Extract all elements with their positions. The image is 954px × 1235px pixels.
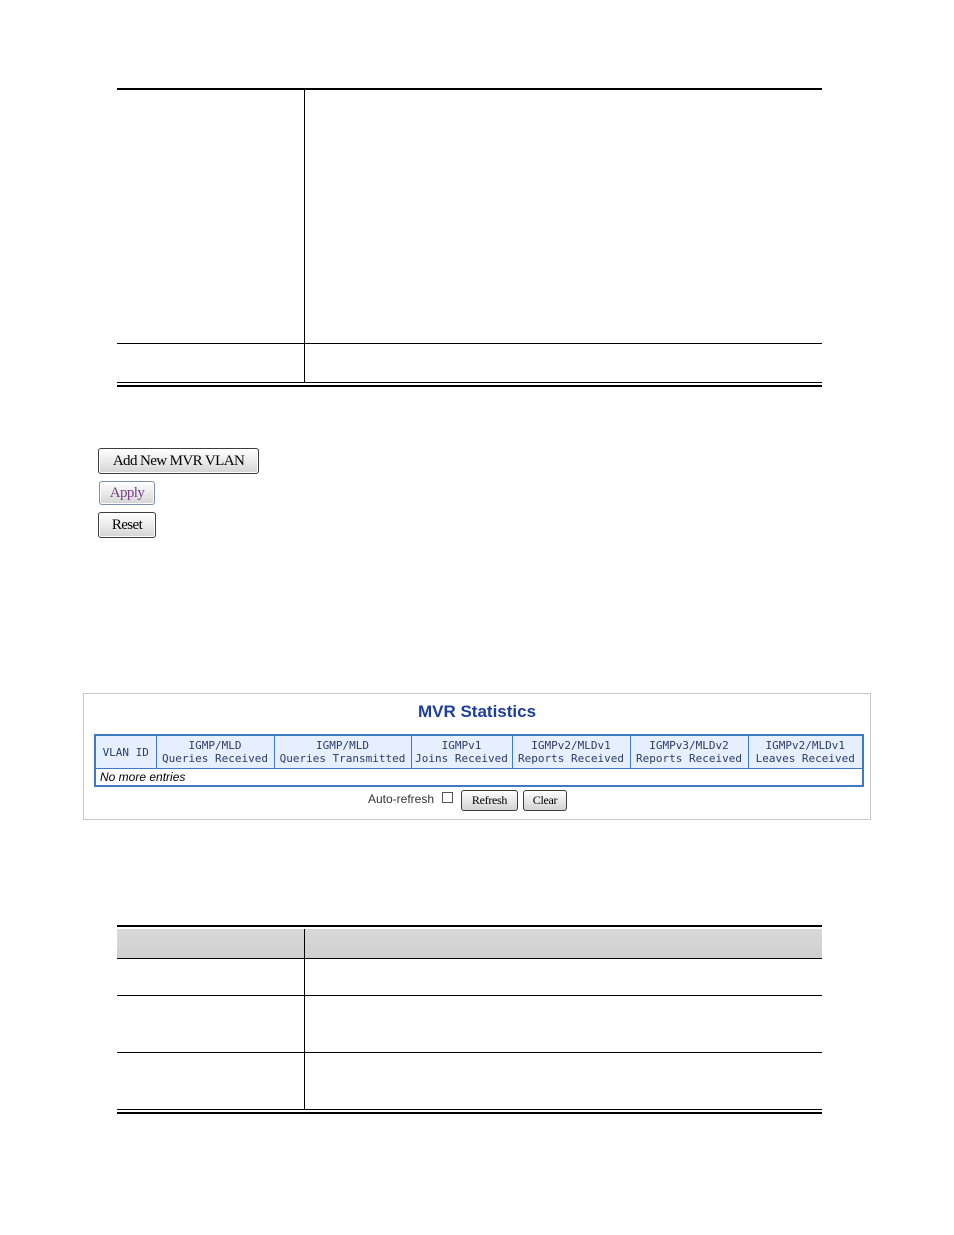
apply-button[interactable]: Apply bbox=[99, 481, 155, 505]
table-bottom-rule bbox=[117, 382, 822, 383]
row-divider bbox=[117, 1052, 822, 1053]
clear-button[interactable]: Clear bbox=[523, 790, 567, 811]
mvr-statistics-panel bbox=[83, 693, 871, 820]
col-vlan-id: VLAN ID bbox=[95, 735, 156, 769]
empty-message: No more entries bbox=[100, 770, 186, 784]
col-igmpv2-reports: IGMPv2/MLDv1 Reports Received bbox=[512, 735, 630, 769]
row-divider bbox=[117, 995, 822, 996]
auto-refresh-checkbox[interactable] bbox=[442, 792, 453, 803]
table-top-rule bbox=[117, 925, 822, 927]
description-table-bottom bbox=[117, 925, 822, 1115]
column-divider bbox=[304, 90, 305, 383]
table-header-row bbox=[95, 735, 863, 769]
panel-title: MVR Statistics bbox=[417, 702, 537, 721]
col-igmpv3-reports: IGMPv3/MLDv2 Reports Received bbox=[630, 735, 748, 769]
add-new-mvr-vlan-button[interactable]: Add New MVR VLAN bbox=[98, 448, 259, 474]
col-igmpv2-leaves: IGMPv2/MLDv1 Leaves Received bbox=[748, 735, 863, 769]
column-divider bbox=[304, 929, 305, 1109]
mvr-statistics-table bbox=[94, 734, 864, 787]
table-bottom-rule-double bbox=[117, 385, 822, 387]
panel-controls bbox=[84, 790, 870, 812]
table-row bbox=[95, 769, 863, 787]
table-bottom-rule bbox=[117, 1109, 822, 1110]
description-table-top bbox=[117, 88, 822, 388]
col-igmpv1-joins: IGMPv1 Joins Received bbox=[411, 735, 512, 769]
refresh-button[interactable]: Refresh bbox=[461, 790, 518, 811]
col-queries-received: IGMP/MLD Queries Received bbox=[156, 735, 274, 769]
table-header-band bbox=[117, 929, 822, 958]
col-queries-transmitted: IGMP/MLD Queries Transmitted bbox=[274, 735, 411, 769]
row-divider bbox=[117, 958, 822, 959]
auto-refresh-label: Auto-refresh bbox=[368, 792, 435, 806]
table-top-rule bbox=[117, 88, 822, 90]
row-divider bbox=[117, 343, 822, 344]
reset-button[interactable]: Reset bbox=[98, 512, 156, 538]
table-bottom-rule-double bbox=[117, 1112, 822, 1114]
